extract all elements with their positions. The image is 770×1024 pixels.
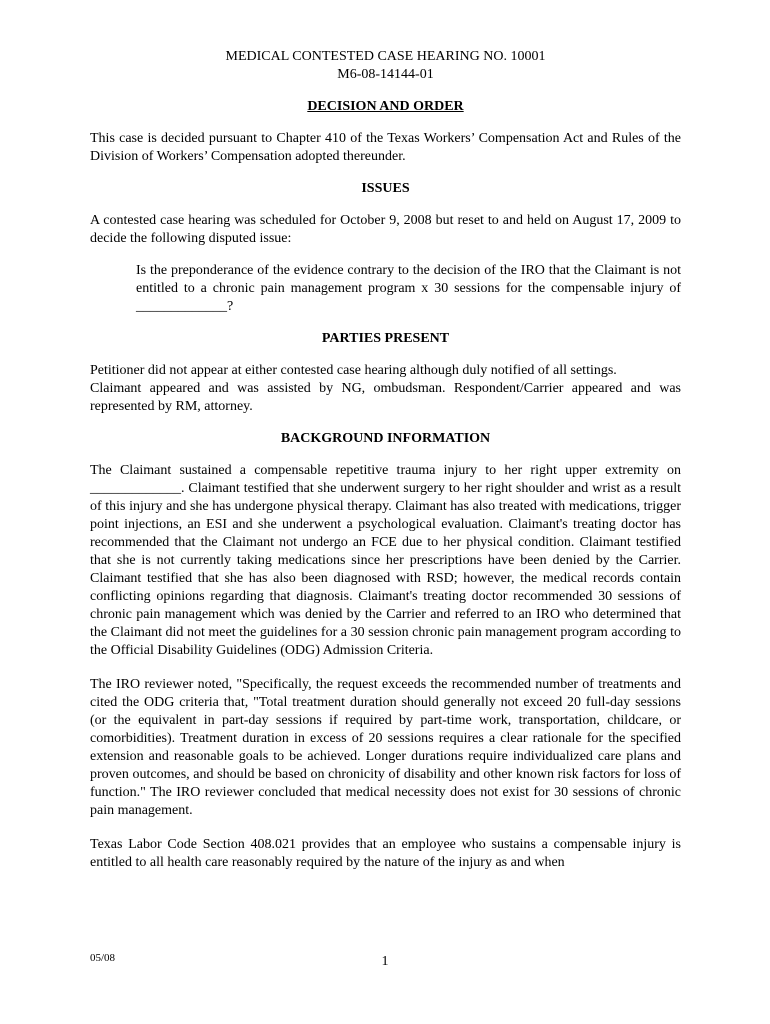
- case-number: M6-08-14144-01: [337, 67, 434, 82]
- parties-line-2: Claimant appeared and was assisted by NG, ombudsman. Respondent/Carrier appeared and was represented by RM, attorney.: [90, 381, 681, 414]
- issues-heading: ISSUES: [361, 181, 410, 196]
- decision-heading: DECISION AND ORDER: [307, 99, 464, 114]
- disputed-issue-question: Is the preponderance of the evidence contrary to the decision of the IRO that the Claimant is not entitled to a chronic pain management program x 30 sessions for the compensable injury of _____________?: [136, 263, 681, 314]
- intro-paragraph: This case is decided pursuant to Chapter 410 of the Texas Workers’ Compensation Act and Rules of the Division of Workers’ Compensation adopted thereunder.: [90, 131, 681, 164]
- background-paragraph-1: The Claimant sustained a compensable repetitive trauma injury to her right upper extremity on _____________. Claimant testified that she underwent surgery to her right shoulder and wrist as a result of this injury and she has undergone physical therapy. Claimant has also treated with medications, trigger point injections, an ESI and she underwent a psychological evaluation. Claimant's treating doctor has recommended that the Claimant not undergo an FCE due to her physical condition. Claimant testified that she is not currently taking medications since her prescriptions have been denied by the Carrier. Claimant testified that she has also been diagnosed with RSD; however, the medical records contain conflicting opinions regarding that diagnosis. Claimant's treating doctor recommended 30 sessions of chronic pain management which was denied by the Carrier and referred to an IRO who determined that the Claimant did not meet the guidelines for a 30 session chronic pain management program according to the Official Disability Guidelines (ODG) Admission Criteria.: [90, 463, 681, 658]
- background-paragraph-3: Texas Labor Code Section 408.021 provides that an employee who sustains a compensable injury is entitled to all health care reasonably required by the nature of the injury as and when: [90, 837, 681, 870]
- background-paragraph-2: The IRO reviewer noted, "Specifically, the request exceeds the recommended number of treatments and cited the ODG criteria that, "Total treatment duration should generally not exceed 20 full-day sessions (or the equivalent in part-day sessions if required by part-time work, transportation, childcare, or comorbidities). Treatment duration in excess of 20 sessions requires a clear rationale for the specified extension and reasonable goals to be achieved. Longer durations require individualized care plans and proven outcomes, and should be based on chronicity of disability and other known risk factors for loss of function." The IRO reviewer concluded that medical necessity does not exist for 30 sessions of chronic pain management.: [90, 677, 681, 818]
- background-heading: BACKGROUND INFORMATION: [280, 431, 491, 446]
- parties-line-1: Petitioner did not appear at either contested case hearing although duly notified of all settings.: [90, 363, 617, 378]
- case-title: MEDICAL CONTESTED CASE HEARING NO. 10001: [225, 49, 546, 64]
- page-number: 1: [381, 954, 389, 969]
- footer-date: 05/08: [90, 952, 116, 964]
- parties-heading: PARTIES PRESENT: [321, 331, 450, 346]
- issues-paragraph: A contested case hearing was scheduled for October 9, 2008 but reset to and held on August 17, 2009 to decide the following disputed issue:: [90, 213, 681, 246]
- document-page: [90, 48, 681, 872]
